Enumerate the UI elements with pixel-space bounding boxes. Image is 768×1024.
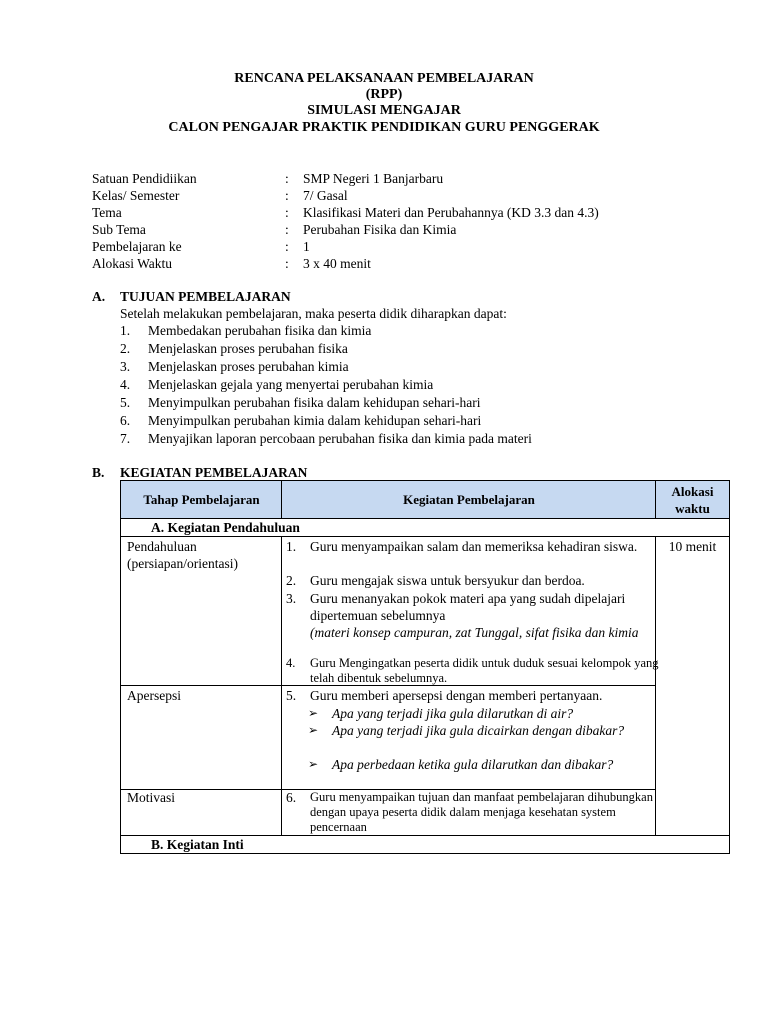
activity-text: Guru mengajak siswa untuk bersyukur dan berdoa. [310,573,585,588]
identity-row [92,221,712,238]
table-section-row [120,518,730,537]
activity-text: Guru menyampaikan tujuan dan manfaat pembelajaran dihubungkan dengan upaya peserta didik dalam menjaga kesehatan system pencernaan [310,790,653,834]
identity-label: Alokasi Waktu [92,256,173,271]
identity-value: 3 x 40 menit [303,256,371,271]
question-text: Apa yang terjadi jika gula dilarutkan di air? [332,706,574,721]
stage-label: (persiapan/orientasi) [127,556,238,571]
identity-colon: : [285,205,289,220]
objective-text: Menjelaskan proses perubahan kimia [148,359,349,374]
activity-cell [281,685,656,790]
objectives-intro: Setelah melakukan pembelajaran, maka peserta didik diharapkan dapat: [120,306,507,321]
stage-cell [120,685,282,790]
section-letter: B. [92,465,105,480]
identity-value: SMP Negeri 1 Banjarbaru [303,171,444,186]
activity-number: 4. [286,656,296,670]
objective-text: Menyajikan laporan percobaan perubahan fisika dan kimia pada materi [148,431,532,446]
section-title: KEGIATAN PEMBELAJARAN [120,465,308,480]
activity-text: Guru menanyakan pokok materi apa yang sudah dipelajari dipertemuan sebelumnya [310,591,626,623]
table-header-time [655,480,730,519]
title-line-3: SIMULASI MENGAJAR [307,103,461,118]
identity-label: Kelas/ Semester [92,188,180,203]
title-line-1: RENCANA PELAKSANAAN PEMBELAJARAN [234,71,534,86]
objective-text: Membedakan perubahan fisika dan kimia [148,323,372,338]
objective-text: Menjelaskan proses perubahan fisika [148,341,348,356]
objective-text: Menyimpulkan perubahan kimia dalam kehidupan sehari-hari [148,413,482,428]
identity-label: Satuan Pendidiikan [92,171,197,186]
table-header-activity [281,480,656,519]
activity-text: Guru menyampaikan salam dan memeriksa kehadiran siswa. [310,539,638,554]
arrow-bullet-icon: ➢ [308,706,319,720]
section-title: TUJUAN PEMBELAJARAN [120,289,291,304]
identity-label: Pembelajaran ke [92,239,182,254]
identity-value: Perubahan Fisika dan Kimia [303,222,457,237]
identity-colon: : [285,188,289,203]
activity-cell [281,789,656,836]
identity-value: 7/ Gasal [303,188,348,203]
identity-value: 1 [303,239,310,254]
identity-label: Sub Tema [92,222,146,237]
identity-colon: : [285,239,289,254]
header-text: Alokasi [671,483,714,499]
section-letter: A. [92,289,106,304]
section-row-title: B. Kegiatan Inti [151,837,244,852]
header-text: Kegiatan Pembelajaran [403,492,535,507]
stage-cell [120,789,282,836]
objective-number: 2. [120,341,131,356]
identity-row [92,187,712,204]
time-cell [655,536,730,836]
question-text: Apa yang terjadi jika gula dicairkan dengan dibakar? [332,723,625,738]
section-row-title: A. Kegiatan Pendahuluan [151,520,300,535]
activity-number: 5. [286,688,297,703]
title-line-4: CALON PENGAJAR PRAKTIK PENDIDIKAN GURU PENGGERAK [168,120,600,135]
objective-text: Menyimpulkan perubahan fisika dalam kehidupan sehari-hari [148,395,481,410]
identity-row [92,238,712,255]
activity-number: 6. [286,790,297,805]
identity-value: Klasifikasi Materi dan Perubahannya (KD 3.3 dan 4.3) [303,205,599,220]
identity-row [92,170,712,187]
header-text: Tahap Pembelajaran [143,492,260,507]
table-section-row [120,835,730,854]
stage-label: Motivasi [127,790,176,805]
activity-cell [281,536,659,686]
objective-number: 5. [120,395,131,410]
identity-colon: : [285,171,289,186]
arrow-bullet-icon: ➢ [308,723,319,737]
identity-row [92,204,712,221]
table-header-stage [120,480,282,519]
arrow-bullet-icon: ➢ [308,757,319,771]
objective-number: 3. [120,359,131,374]
title-line-2: (RPP) [365,87,403,102]
objective-number: 1. [120,323,131,338]
identity-row [92,255,712,272]
activity-number: 3. [286,591,297,606]
activity-number: 1. [286,539,297,554]
stage-label: Apersepsi [127,688,181,703]
header-text: waktu [675,500,710,516]
stage-label: Pendahuluan [127,539,197,554]
activity-text: Guru memberi apersepsi dengan memberi pertanyaan. [310,688,603,703]
stage-cell [120,536,282,686]
objective-text: Menjelaskan gejala yang menyertai perubahan kimia [148,377,434,392]
activity-text: Guru Mengingatkan peserta didik untuk duduk sesuai kelompok yang telah dibentuk sebelumnya. [310,656,659,685]
objective-number: 4. [120,377,131,392]
objective-number: 6. [120,413,131,428]
identity-label: Tema [92,205,122,220]
identity-colon: : [285,222,289,237]
objective-number: 7. [120,431,131,446]
identity-colon: : [285,256,289,271]
activity-note-text: (materi konsep campuran, zat Tunggal, sifat fisika dan kimia [310,625,639,640]
activity-number: 2. [286,573,297,588]
question-text: Apa perbedaan ketika gula dilarutkan dan dibakar? [332,757,614,772]
time-value: 10 menit [668,539,717,554]
